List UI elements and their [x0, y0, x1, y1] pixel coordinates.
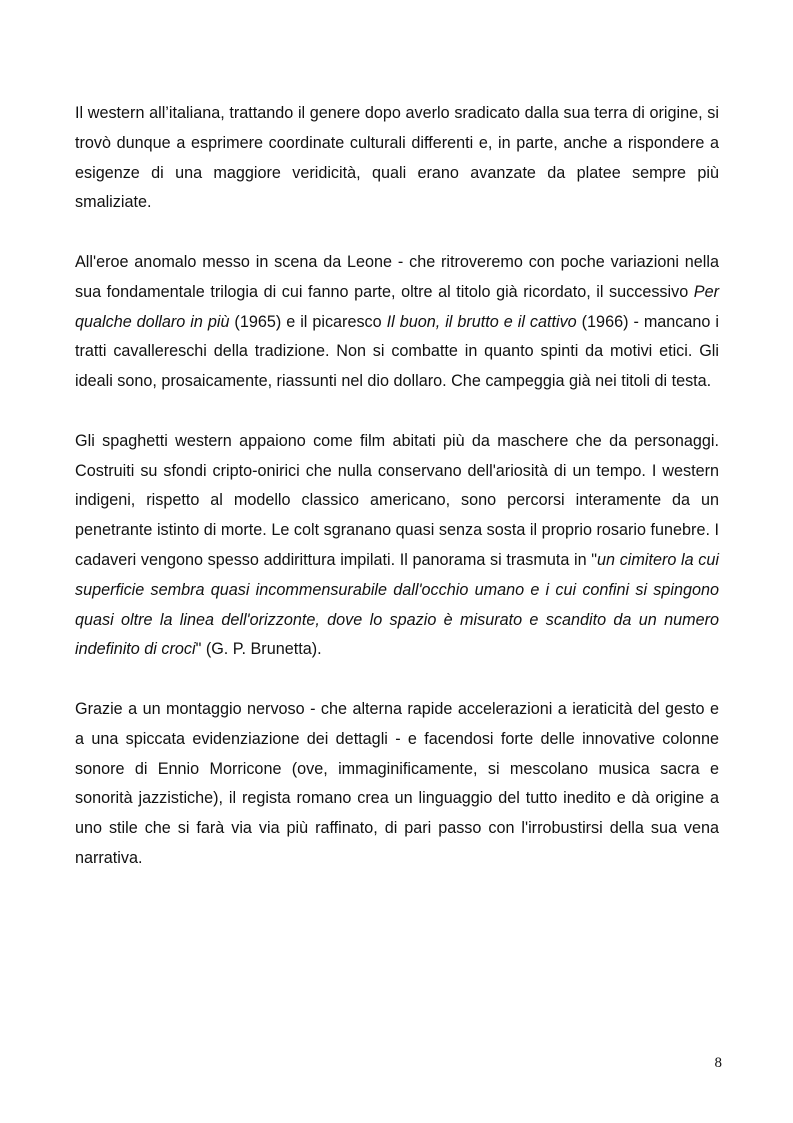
- text-run: Gli spaghetti western appaiono come film abitati più da maschere che da personaggi. Costruiti su sfondi cripto-onirici che nulla conservano dell'ariosità di un tempo. I western indigeni, rispetto al modello classico americano, sono percorsi interamente da un penetrante istinto di morte. Le colt sgranano quasi senza sosta il proprio rosario funebre. I cadaveri vengono spesso addirittura impilati. Il panorama si trasmuta in ": [75, 431, 719, 569]
- text-run: Grazie a un montaggio nervoso - che alterna rapide accelerazioni a ieraticità del gesto e a una spiccata evidenziazione dei dettagli - e facendosi forte delle innovative colonne sonore di Ennio Morricone (ove, immaginificamente, si mescolano musica sacra e sonorità jazzistiche), il regista romano crea un linguaggio del tutto inedito e dà origine a uno stile che si farà via via più raffinato, di pari passo con l'irrobustirsi della sua vena narrativa.: [75, 699, 719, 867]
- paragraph-4: [75, 695, 719, 874]
- quotation-italic: un cimitero la cui superficie sembra quasi incommensurabile dall'occhio umano e i cui confini si spingono quasi oltre la linea dell'orizzonte, dove lo spazio è misurato e scandito da un numero indefinito di croci: [75, 550, 719, 659]
- paragraph-1: [75, 99, 719, 218]
- text-run: (1966) - mancano i tratti cavallereschi della tradizione. Non si combatte in quanto spinti da motivi etici. Gli ideali sono, prosaicamente, riassunti nel dio dollaro. Che campeggia già nei titoli di testa.: [75, 312, 719, 391]
- text-run: " (G. P. Brunetta).: [195, 640, 322, 659]
- page-number: 8: [714, 1055, 722, 1071]
- film-title-italic: Il buon, il brutto e il cattivo: [386, 312, 577, 331]
- text-run: All'eroe anomalo messo in scena da Leone - che ritroveremo con poche variazioni nella sua fondamentale trilogia di cui fanno parte, oltre al titolo già ricordato, il successivo: [75, 252, 719, 301]
- film-title-italic: Per qualche dollaro in più: [75, 282, 719, 331]
- body-text: [75, 99, 719, 874]
- text-run: Il western all’italiana, trattando il genere dopo averlo sradicato dalla sua terra di origine, si trovò dunque a esprimere coordinate culturali differenti e, in parte, anche a rispondere a esigenze di una maggiore veridicità, quali erano avanzate da platee sempre più smaliziate.: [75, 104, 719, 212]
- text-run: (1965) e il picaresco: [229, 312, 387, 331]
- paragraph-2: [75, 248, 719, 397]
- paragraph-3: [75, 427, 719, 665]
